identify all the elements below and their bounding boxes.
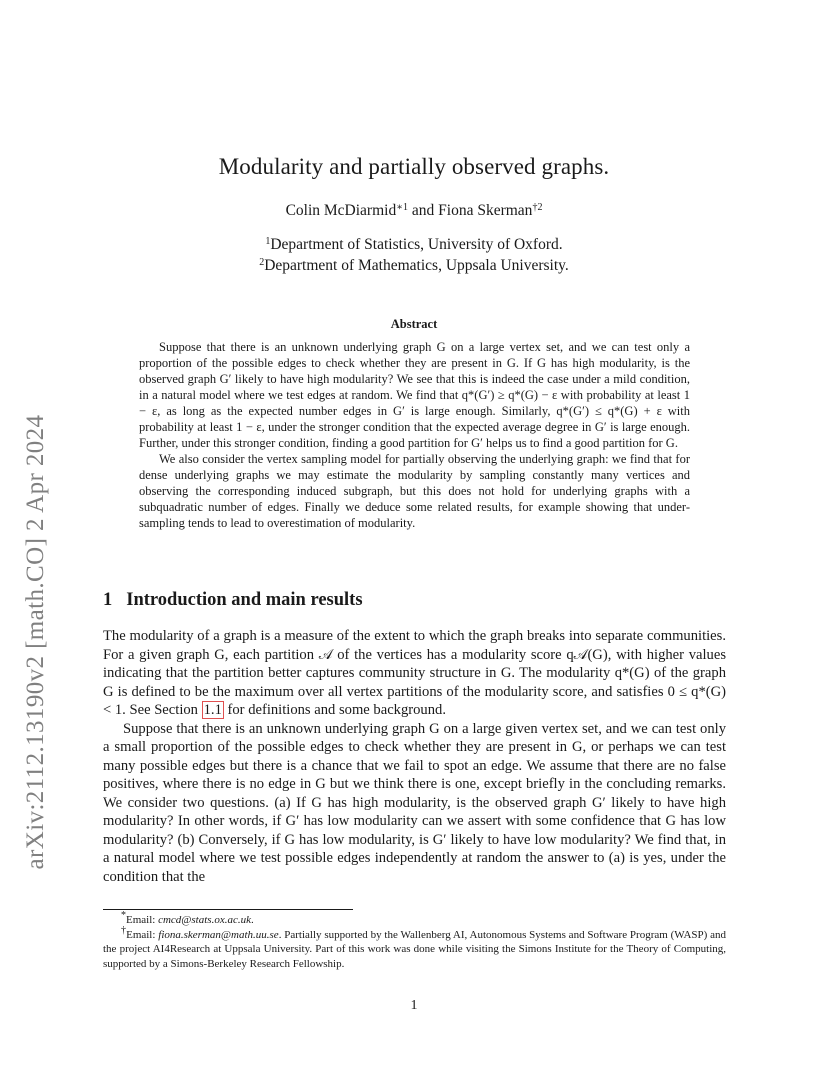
section-body (103, 627, 726, 886)
arxiv-identifier: arXiv:2112.13190v2 [math.CO] 2 Apr 2024 (22, 414, 49, 870)
affiliation-mark: 2 (259, 257, 265, 268)
affiliation-text: Department of Mathematics, Uppsala University. (264, 257, 569, 274)
author-line (0, 202, 828, 220)
footnote-text: . (250, 914, 254, 926)
body-text: for definitions and some background. (223, 702, 446, 718)
footnotes (103, 910, 727, 971)
abstract-paragraph: We also consider the vertex sampling model for partially observing the underlying graph: we find that for dense underlying graphs we may estimate the modularity by sampling constantly many vertices and observing the corresponding induced subgraph, but this does not hold for underlying graphs with a subquadratic number of edges. Finally we deduce some related results, for example showing that under-sampling tends to lead to overestimation of modularity. (139, 452, 690, 530)
author-conjunction: and (408, 202, 439, 219)
footnote-mark: † (121, 924, 127, 936)
footnote-rule (103, 909, 353, 910)
section-heading (103, 590, 363, 611)
section-reference-link[interactable]: 1.1 (203, 702, 222, 718)
abstract-body (139, 339, 690, 531)
author-name: Fiona Skerman (438, 202, 533, 219)
author-mark: †2 (532, 202, 543, 213)
body-paragraph (103, 627, 726, 720)
section-number: 1 (103, 590, 113, 610)
abstract-paragraph: Suppose that there is an unknown underlying graph G on a large vertex set, and we can test only a proportion of the possible edges to check whether they are present in G. If G has high modularity, is the observed graph G′ likely to have high modularity? We see that this is indeed the case under a mild condition, in a natural model where we test edges at random. We find that q*(G′) ≥ q*(G) − ε with probability at least 1 − ε, as long as the expected number edges in G′ is large enough. Similarly, q*(G′) ≤ q*(G) + ε with probability at least 1 − ε, under the stronger condition that the expected average degree in G′ is large enough. Further, under this stronger condition, finding a good partition for G′ helps us to find a good partition for G. (139, 340, 690, 450)
section-title: Introduction and main results (126, 590, 363, 610)
footnote (103, 924, 727, 972)
affiliation (0, 236, 828, 254)
author-mark: ∗1 (396, 202, 409, 213)
affiliation (0, 257, 828, 275)
footnote-text: . Partially supported by the Wallenberg AI, Autonomous Systems and Software Program (WASP) and the project AI4Research at Uppsala University. Part of this work was done while visiting the Simons Institute for the Theory of Computing, supported by a Simons-Berkeley Research Fellowship. (103, 928, 727, 970)
footnote-email: fiona.skerman@math.uu.se (158, 928, 279, 941)
affiliation-text: Department of Statistics, University of Oxford. (270, 236, 563, 253)
footnote-email: cmcd@stats.ox.ac.uk (158, 914, 251, 926)
footnote-label: Email: (126, 928, 159, 941)
author-name: Colin McDiarmid (285, 202, 397, 219)
footnote-mark: * (121, 910, 126, 921)
footnote-label: Email: (126, 914, 159, 926)
body-text: The modularity of a graph is a measure of the extent to which the graph breaks into separate communities. For a given graph G, each partition 𝒜 of the vertices has a modularity score q𝒜(G), with higher values indicating that the partition better captures community structure in G. The modularity q*(G) of the graph G is defined to be the maximum over all vertex partitions of the modularity score, and satisfies 0 ≤ q*(G) < 1. See Section (103, 628, 726, 718)
body-paragraph: Suppose that there is an unknown underlying graph G on a large given vertex set, and we can test only a small proportion of the possible edges to check whether they are present in G, or perhaps we can test many possible edges but there is a chance that we fail to spot an edge. We assume that there are no false positives, where there is no edge in G but we think there is one, except briefly in the concluding remarks. We consider two questions. (a) If G has high modularity, is the observed graph G′ likely to have high modularity? In other words, if G′ has low modularity can we assert with some confidence that G has low modularity? (b) Conversely, if G has low modularity, is G′ likely to have low modularity? We find that, in a natural model where we test possible edges independently at random the answer to (a) is yes, under the condition that the (103, 720, 726, 885)
footnote (103, 910, 726, 928)
paper-title: Modularity and partially observed graphs. (218, 154, 610, 179)
affiliation-mark: 1 (265, 236, 271, 247)
abstract-heading: Abstract (390, 317, 438, 331)
page-number: 1 (410, 998, 418, 1013)
